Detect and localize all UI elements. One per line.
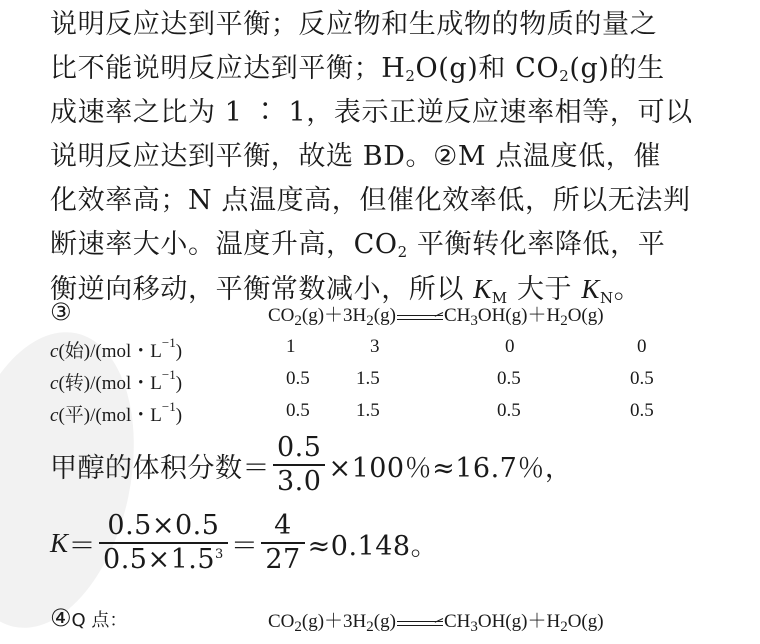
text-line-7: 衡逆向移动，平衡常数减小，所以 KM 大于 KN。 — [50, 274, 642, 307]
equilibrium-arrow-icon — [397, 618, 443, 628]
fraction: $\frac{0.5\times 0.5}{0.5\times 1.5^3}$ — [99, 510, 228, 576]
text-line-1: 说明反应达到平衡；反应物和生成物的物质的量之 — [50, 9, 658, 40]
cell-ch3oh: 0 — [505, 336, 515, 357]
row-label: c(转)/(mol・$L^{-1}$) — [50, 367, 183, 394]
reaction-equation-4: $CO_2(g)+3H_2(g)$ $CH_3OH(g)+H_2O(g)$ — [268, 611, 604, 635]
fraction: $\frac{4}{27}$ — [261, 510, 304, 576]
section-4-heading: ④Q 点： — [50, 604, 128, 632]
fraction: $\frac{0.5}{3.0}$ — [273, 432, 325, 498]
cell-co2: 0.5 — [286, 400, 310, 421]
equilibrium-constant-line: K ＝ $\frac{0.5\times 0.5}{0.5\times 1.5^3}$ ＝ $\frac{4}{27}$ ≈0.148。 — [50, 510, 439, 575]
cell-co2: 0.5 — [286, 368, 310, 389]
cell-h2o: 0.5 — [630, 368, 654, 389]
circled-number-2: ② — [433, 141, 458, 172]
cell-ch3oh: 0.5 — [497, 400, 521, 421]
equilibrium-arrow-icon — [397, 312, 443, 322]
text-line-2: 比不能说明反应达到平衡；$H_2O(g)$和 $CO_2(g)$的生 — [50, 53, 665, 85]
text-line-4: 说明反应达到平衡，故选 BD。②M 点温度低，催 — [50, 141, 661, 172]
text-line-3: 成速率之比为 1 ∶ 1，表示正逆反应速率相等，可以 — [50, 97, 693, 128]
row-label: c(平)/(mol・$L^{-1}$) — [50, 399, 183, 426]
cell-h2: 1.5 — [356, 400, 380, 421]
methanol-fraction-line: 甲醇的体积分数＝ $\frac{0.5}{3.0}$ ×100％≈16.7％， — [50, 432, 573, 497]
cell-h2: 3 — [370, 336, 380, 357]
circled-number-4: ④ — [50, 604, 72, 632]
cell-h2o: 0 — [637, 336, 647, 357]
reaction-equation-3: $CO_2(g)+3H_2(g)$ $CH_3OH(g)+H_2O(g)$ — [268, 305, 604, 329]
text-line-6: 断速率大小。温度升高，$CO_2$ 平衡转化率降低，平 — [50, 229, 666, 261]
cell-co2: 1 — [286, 336, 296, 357]
cell-ch3oh: 0.5 — [497, 368, 521, 389]
explanation-paragraph — [50, 3, 750, 311]
section-3-marker: ③ — [50, 298, 72, 326]
cell-h2: 1.5 — [356, 368, 380, 389]
row-label: c(始)/(mol・$L^{-1}$) — [50, 335, 183, 362]
cell-h2o: 0.5 — [630, 400, 654, 421]
text-line-5: 化效率高；N 点温度高，但催化效率低，所以无法判 — [50, 185, 691, 216]
